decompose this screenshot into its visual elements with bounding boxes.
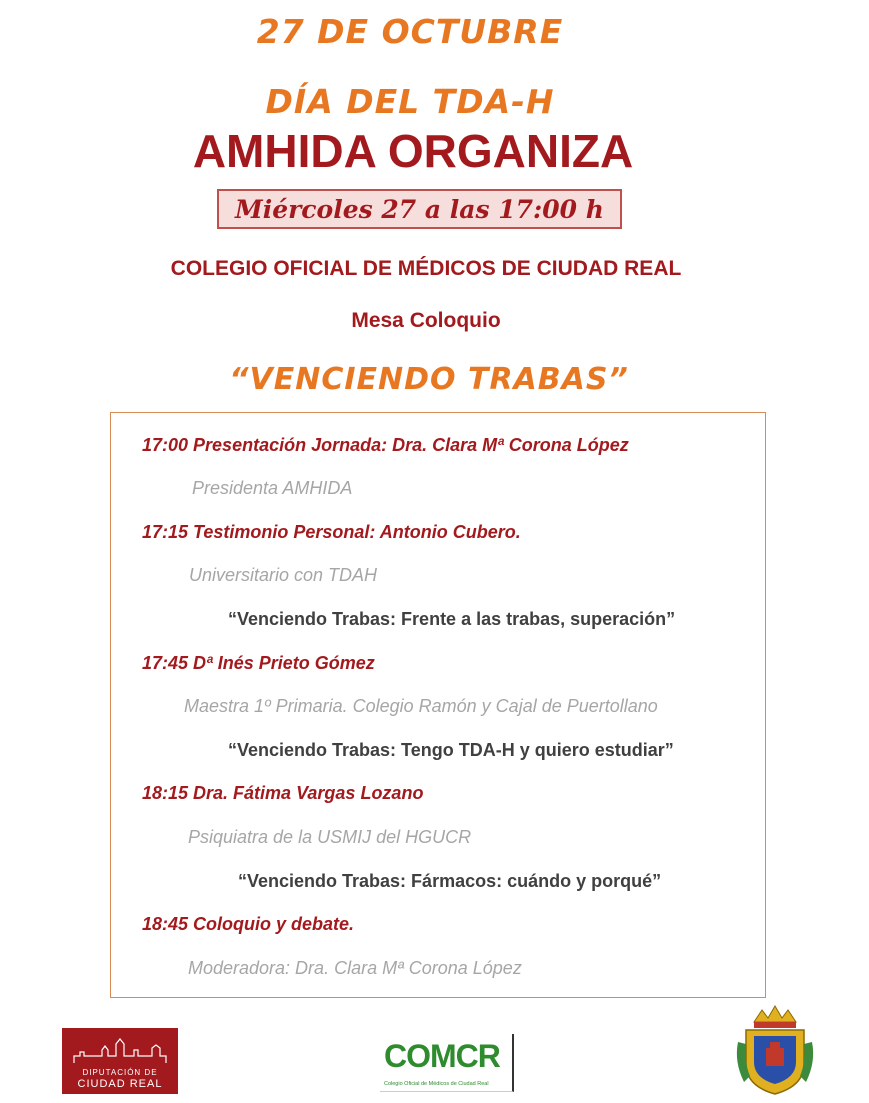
- comcr-logo-wordmark: COMCR: [384, 1038, 500, 1074]
- coat-of-arms-icon: [732, 1002, 818, 1098]
- program-item-2-talk: “Venciendo Trabas: Frente a las trabas, superación”: [228, 609, 676, 629]
- program-item-5-title: 18:45 Coloquio y debate.: [142, 914, 355, 934]
- program-item-3-role: Maestra 1º Primaria. Colegio Ramón y Cajal de Puertollano: [184, 696, 658, 716]
- diputacion-logo-line1: DIPUTACIÓN DE: [82, 1068, 158, 1077]
- program-item-2-role: Universitario con TDAH: [189, 565, 378, 585]
- program-item-2-title: 17:15 Testimonio Personal: Antonio Cubero.: [142, 522, 521, 542]
- diputacion-logo: [62, 1028, 178, 1094]
- program-item-3-title: 17:45 Dª Inés Prieto Gómez: [142, 653, 375, 673]
- program-item-5-role: Moderadora: Dra. Clara Mª Corona López: [188, 958, 522, 978]
- program-item-3-talk: “Venciendo Trabas: Tengo TDA-H y quiero estudiar”: [228, 740, 674, 760]
- event-venue: COLEGIO OFICIAL DE MÉDICOS DE CIUDAD REAL: [170, 257, 682, 280]
- comcr-logo-caption: Colegio Oficial de Médicos de Ciudad Real: [384, 1081, 489, 1087]
- event-format: Mesa Coloquio: [351, 309, 501, 332]
- event-date: 27 DE OCTUBRE: [256, 12, 564, 51]
- program-item-4-talk: “Venciendo Trabas: Fármacos: cuándo y porqué”: [238, 871, 662, 891]
- comcr-logo: [380, 1034, 514, 1092]
- event-time-box: Miércoles 27 a las 17:00 h: [217, 189, 622, 229]
- program-item-1-role: Presidenta AMHIDA: [192, 478, 353, 498]
- organizer-title: AMHIDA ORGANIZA: [192, 125, 634, 177]
- diputacion-logo-line2: CIUDAD REAL: [77, 1078, 163, 1090]
- skyline-icon: [72, 1038, 168, 1064]
- program-item-4-role: Psiquiatra de la USMIJ del HGUCR: [188, 827, 472, 847]
- program-item-1-title: 17:00 Presentación Jornada: Dra. Clara Mª Corona López: [142, 435, 629, 455]
- program-item-4-title: 18:15 Dra. Fátima Vargas Lozano: [142, 783, 424, 803]
- event-subtitle: “VENCIENDO TRABAS”: [229, 362, 629, 397]
- event-day-title: DÍA DEL TDA-H: [265, 82, 555, 121]
